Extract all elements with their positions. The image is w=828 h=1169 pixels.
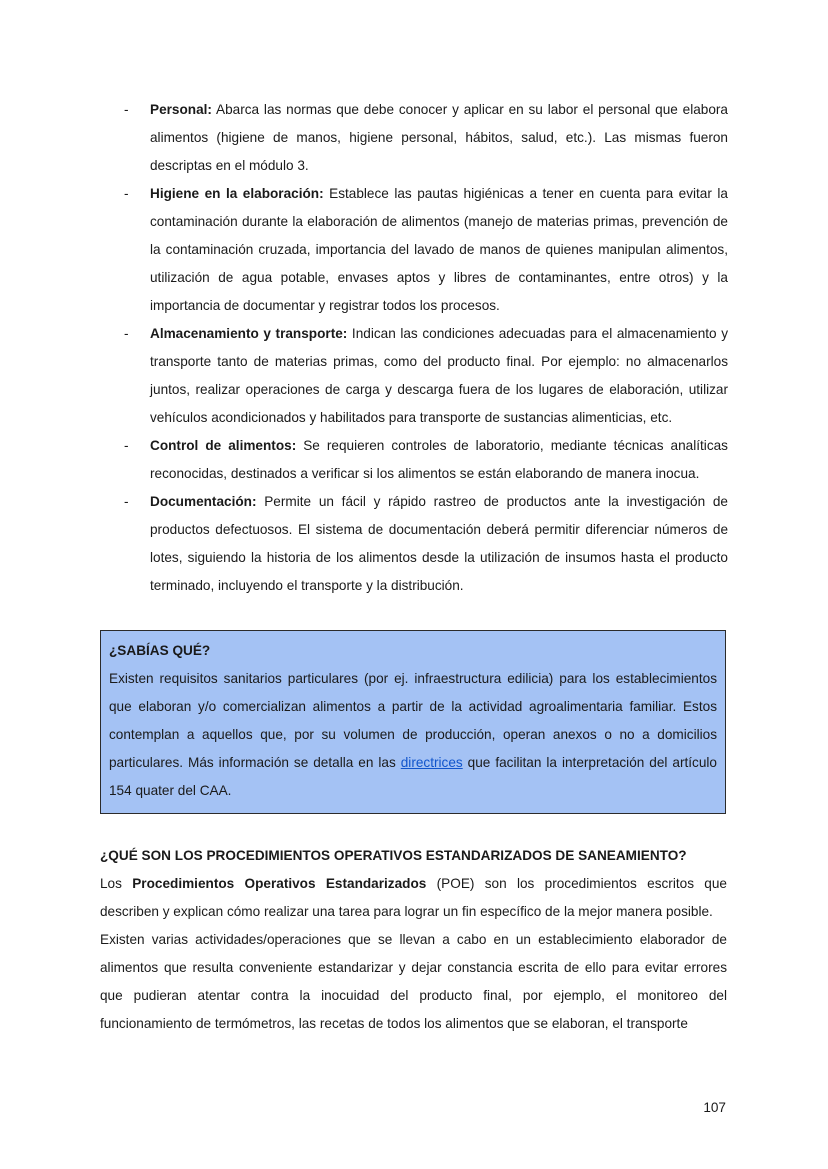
poe-section bbox=[100, 842, 727, 1038]
bullet-dash: - bbox=[124, 102, 129, 117]
bullet-text: Indican las condiciones adecuadas para el almacenamiento y transporte tanto de materias primas, como del producto final. Por ejemplo: no almacenarlos juntos, realizar operaciones de carga y descarga fuera de los lugares de elaboración, utilizar vehículos acondicionados y habilitados para transporte de sustancias alimenticias, etc. bbox=[150, 326, 728, 425]
callout-text: Existen requisitos sanitarios particulares (por ej. infraestructura edilicia) para los establecimientos que elaboran y/o comercializan alimentos a partir de la actividad agroalimentaria familiar. Estos contemplan a aquellos que, por su volumen de producción, operan anexos o no a domicilios particulares. Más información se detalla en las bbox=[109, 671, 717, 770]
bullet-term: Control de alimentos: bbox=[150, 438, 297, 453]
list-item bbox=[124, 320, 728, 432]
bullet-dash: - bbox=[124, 186, 129, 201]
list-item bbox=[124, 180, 728, 320]
bullet-dash: - bbox=[124, 494, 129, 509]
bullet-list bbox=[124, 96, 728, 600]
paragraph-bold-term: Procedimientos Operativos Estandarizados bbox=[132, 876, 427, 891]
did-you-know-callout bbox=[100, 630, 726, 814]
list-item bbox=[124, 488, 728, 600]
bullet-term: Almacenamiento y transporte: bbox=[150, 326, 348, 341]
bullet-term: Personal: bbox=[150, 102, 212, 117]
section-paragraph-1 bbox=[100, 870, 727, 926]
bullet-dash: - bbox=[124, 326, 129, 341]
paragraph-text: (POE) son los procedimientos escritos que describen y explican cómo realizar una tarea para lograr un fin específico de la mejor manera posible. bbox=[100, 876, 727, 919]
bullet-term: Higiene en la elaboración: bbox=[150, 186, 324, 201]
paragraph-prefix: Los bbox=[100, 876, 133, 891]
directrices-link[interactable]: directrices bbox=[400, 755, 463, 770]
section-heading: ¿QUÉ SON LOS PROCEDIMIENTOS OPERATIVOS ESTANDARIZADOS DE SANEAMIENTO? bbox=[100, 848, 687, 863]
list-item bbox=[124, 432, 728, 488]
bullet-term: Documentación: bbox=[150, 494, 257, 509]
callout-title: ¿SABÍAS QUÉ? bbox=[109, 643, 211, 658]
bullet-dash: - bbox=[124, 438, 129, 453]
callout-body bbox=[109, 665, 717, 805]
page-number: 107 bbox=[703, 1100, 726, 1115]
bullet-text: Abarca las normas que debe conocer y aplicar en su labor el personal que elabora alimentos (higiene de manos, higiene personal, hábitos, salud, etc.). Las mismas fueron descriptas en el módulo 3. bbox=[150, 102, 728, 173]
list-item bbox=[124, 96, 728, 180]
bullet-text: Establece las pautas higiénicas a tener en cuenta para evitar la contaminación durante la elaboración de alimentos (manejo de materias primas, prevención de la contaminación cruzada, importancia del lavado de manos de quienes manipulan alimentos, utilización de agua potable, envases aptos y libres de contaminantes, entre otros) y la importancia de documentar y registrar todos los procesos. bbox=[150, 186, 728, 313]
bullet-text: Permite un fácil y rápido rastreo de productos ante la investigación de productos defectuosos. El sistema de documentación deberá permitir diferenciar números de lotes, siguiendo la historia de los alimentos desde la utilización de insumos hasta el producto terminado, incluyendo el transporte y la distribución. bbox=[150, 494, 728, 593]
callout-text-end: que facilitan la interpretación del artículo 154 quater del CAA. bbox=[109, 755, 717, 798]
bullet-text: Se requieren controles de laboratorio, mediante técnicas analíticas reconocidas, destinados a verificar si los alimentos se están elaborando de manera inocua. bbox=[150, 438, 728, 481]
section-paragraph-2: Existen varias actividades/operaciones que se llevan a cabo en un establecimiento elaborador de alimentos que resulta conveniente estandarizar y dejar constancia escrita de ello para evitar errores que pudieran atentar contra la inocuidad del producto final, por ejemplo, el monitoreo del funcionamiento de termómetros, las recetas de todos los alimentos que se elaboran, el transporte bbox=[100, 932, 727, 1031]
